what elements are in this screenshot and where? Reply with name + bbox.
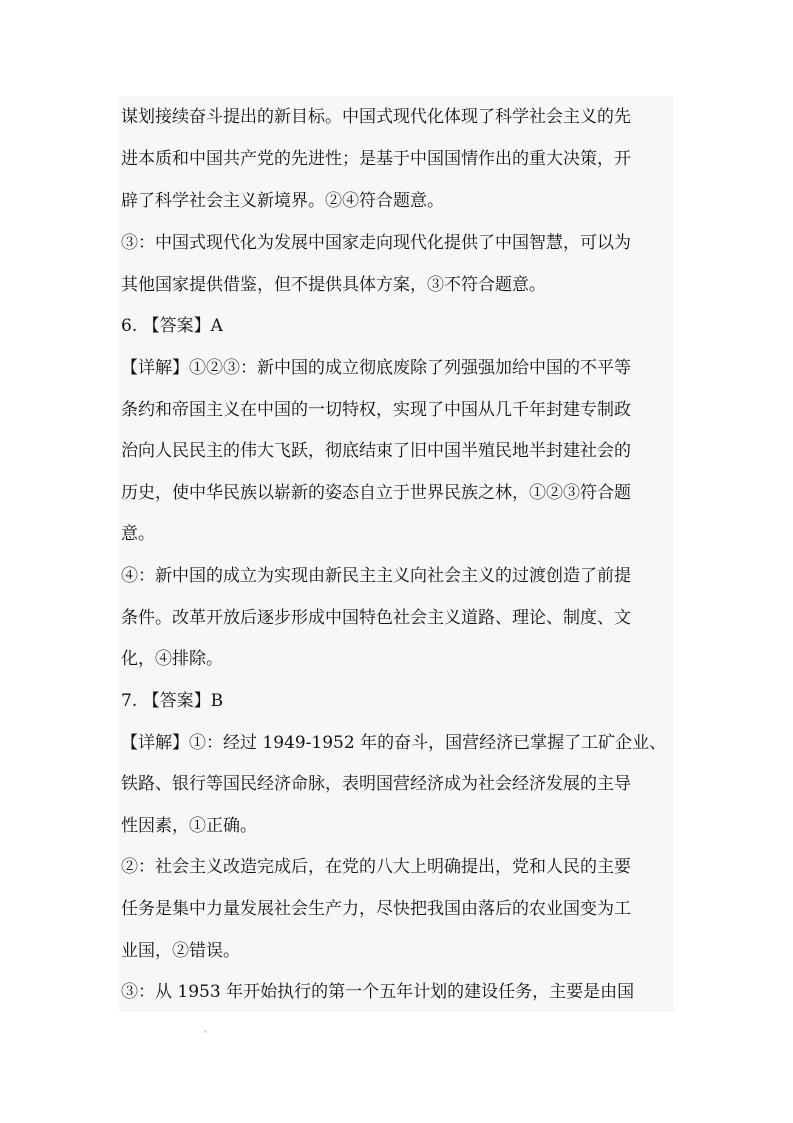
text-line-5: 其他国家提供借鉴，但不提供具体方案，③不符合题意。 [121, 275, 546, 295]
text-line-7: 【详解】①②③：新中国的成立彻底废除了列强强加给中国的不平等 [121, 358, 631, 378]
page-dot-mark [204, 1030, 207, 1033]
answer-heading-7: 7. 【答案】B [121, 691, 224, 711]
text-line-1: 谋划接续奋斗提出的新目标。中国式现代化体现了科学社会主义的先 [121, 107, 631, 127]
text-line-17: 铁路、银行等国民经济命脉，表明国营经济成为社会经济发展的主导 [121, 774, 631, 794]
text-line-18: 性因素，①正确。 [121, 816, 257, 836]
text-line-16: 【详解】①：经过 1949-1952 年的奋斗，国营经济已掌握了工矿企业、 [121, 733, 667, 753]
text-line-21: 业国，②错误。 [121, 941, 240, 961]
text-line-3: 辟了科学社会主义新境界。②④符合题意。 [121, 191, 444, 211]
text-line-14: 化，④排除。 [121, 649, 223, 669]
text-line-13: 条件。改革开放后逐步形成中国特色社会主义道路、理论、制度、文 [121, 608, 631, 628]
text-line-19: ②：社会主义改造完成后，在党的八大上明确提出，党和人民的主要 [121, 857, 631, 877]
text-line-8: 条约和帝国主义在中国的一切特权，实现了中国从几千年封建专制政 [121, 400, 631, 420]
text-line-20: 任务是集中力量发展社会生产力，尽快把我国由落后的农业国变为工 [121, 899, 631, 919]
text-line-22: ③：从 1953 年开始执行的第一个五年计划的建设任务，主要是由国 [121, 982, 635, 1002]
text-line-12: ④：新中国的成立为实现由新民主主义向社会主义的过渡创造了前提 [121, 566, 631, 586]
answer-heading-6: 6. 【答案】A [121, 316, 223, 336]
text-line-10: 历史，使中华民族以崭新的姿态自立于世界民族之林，①②③符合题 [121, 483, 631, 503]
text-line-11: 意。 [121, 524, 155, 544]
text-line-2: 进本质和中国共产党的先进性；是基于中国国情作出的重大决策，开 [121, 149, 631, 169]
text-line-9: 治向人民民主的伟大飞跃，彻底结束了旧中国半殖民地半封建社会的 [121, 441, 631, 461]
text-line-4: ③：中国式现代化为发展中国家走向现代化提供了中国智慧，可以为 [121, 233, 631, 253]
